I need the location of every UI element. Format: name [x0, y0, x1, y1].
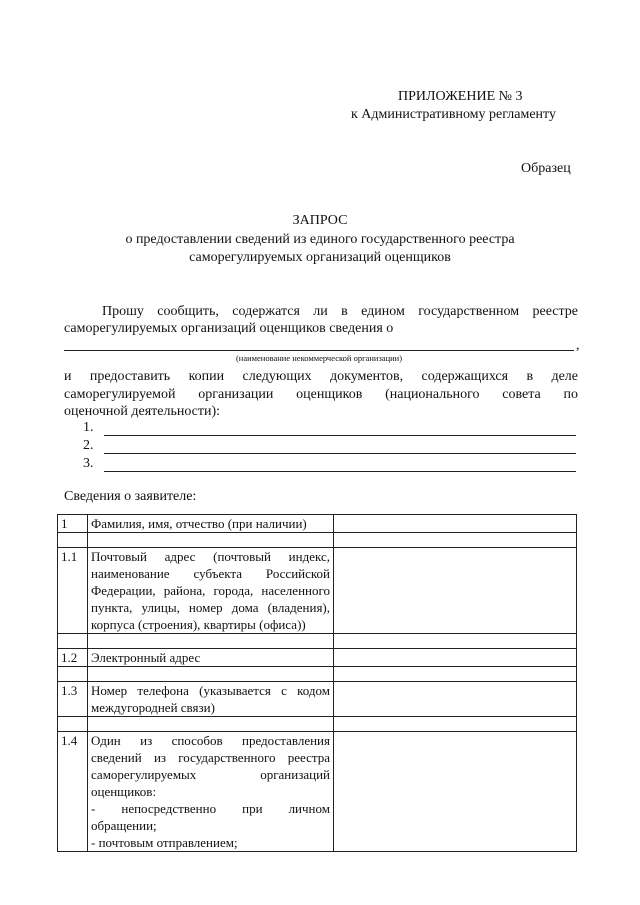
row-value-cell [334, 515, 577, 533]
applicant-info-table [57, 514, 577, 852]
row-number: 1.3 [58, 682, 88, 717]
list-item-number: 3. [83, 456, 94, 471]
row-label: Почтовый адрес (почтовый индекс, наименование субъекта Российской Федерации, района, города, населенного пункта, улицы, номер дома (владения), корпуса (строения), квартиры (офиса)) [88, 548, 334, 634]
documents-text-line-2: саморегулируемой организации оценщиков (национального совета по [64, 387, 578, 402]
table-row [58, 732, 577, 852]
sample-label: Образец [521, 161, 571, 176]
row-number: 1.4 [58, 732, 88, 852]
request-text-line-1: Прошу сообщить, содержатся ли в едином государственном реестре [102, 304, 578, 319]
list-item-line [104, 453, 576, 454]
list-item-line [104, 435, 576, 436]
row-value-cell [334, 732, 577, 852]
row-value-cell [334, 682, 577, 717]
row-number: 1.1 [58, 548, 88, 634]
document-title: ЗАПРОС [292, 213, 348, 228]
row-value-cell [334, 548, 577, 634]
row-label: Номер телефона (указывается с кодом междугородней связи) [88, 682, 334, 717]
documents-text-line-1: и предоставить копии следующих документов, содержащихся в деле [64, 369, 578, 384]
row-value-cell [334, 649, 577, 667]
trailing-comma: , [576, 338, 580, 353]
title-line-2: саморегулируемых организаций оценщиков [189, 250, 451, 265]
applicant-heading: Сведения о заявителе: [64, 489, 197, 504]
table-row [58, 649, 577, 667]
row-number: 1 [58, 515, 88, 533]
delivery-option-in-person: - непосредственно при личном обращении; [91, 801, 330, 833]
table-row [58, 515, 577, 533]
table-row [58, 682, 577, 717]
organization-name-line [64, 350, 574, 351]
list-item-number: 1. [83, 420, 94, 435]
regulation-reference: к Административному регламенту [351, 107, 556, 122]
delivery-option-post: - почтовым отправлением; [91, 835, 238, 850]
request-text-line-2: саморегулируемых организаций оценщиков сведения о [64, 321, 394, 336]
delivery-method-text: Один из способов предоставления сведений из государственного реестра саморегулируемых организаций оценщиков: [91, 733, 330, 799]
appendix-number: ПРИЛОЖЕНИЕ № 3 [398, 89, 523, 104]
list-item-line [104, 471, 576, 472]
list-item-number: 2. [83, 438, 94, 453]
title-line-1: о предоставлении сведений из единого государственного реестра [125, 232, 515, 247]
organization-name-caption: (наименование некоммерческой организации) [235, 353, 403, 363]
row-label: Фамилия, имя, отчество (при наличии) [88, 515, 334, 533]
row-number: 1.2 [58, 649, 88, 667]
row-label [88, 732, 334, 852]
table-row [58, 548, 577, 634]
row-label: Электронный адрес [88, 649, 334, 667]
documents-text-line-3: оценочной деятельности): [64, 404, 221, 419]
